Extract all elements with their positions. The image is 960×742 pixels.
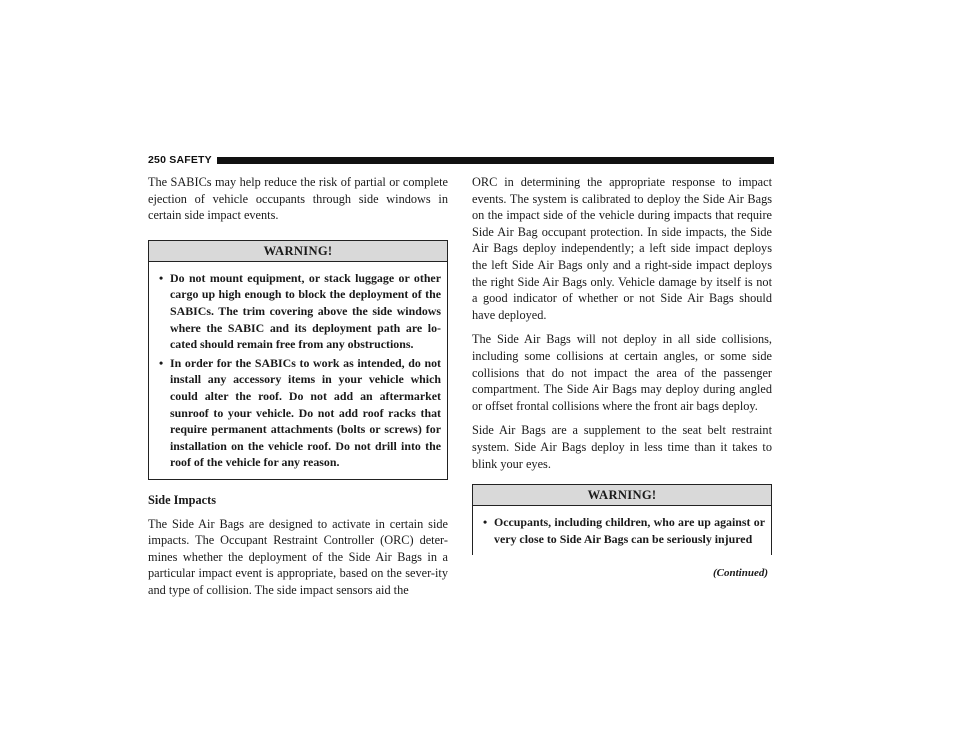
warning-list [149,262,447,479]
bullet-icon: • [483,515,488,530]
supplement-paragraph: Side Air Bags are a supplement to the seat belt restraint system. Side Air Bags deploy in less time than it takes to blink your eyes. [472,423,772,471]
warning-item [159,355,441,471]
warning-box-sabic [148,240,448,480]
deploy-conditions-paragraph: The Side Air Bags will not deploy in all side collisions, including some collisions at certain angles, or some side collisions that do not impact the area of the passenger compartment. The Side Air Bags may deploy during angled or offset frontal collisions where the front air bags deploy. [472,332,772,413]
header-rule [217,157,774,164]
right-column [472,174,772,579]
bullet-icon: • [159,355,164,370]
warning-list [473,506,771,555]
warning-item [159,270,441,353]
warning-title: WARNING! [473,485,771,506]
continued-label: (Continued) [712,567,768,580]
page-number-section: 250 SAFETY [148,154,212,166]
bullet-icon: • [159,270,164,285]
warning-item-text: Occupants, including children, who are up against or very close to Side Air Bags can be seriously injured [494,515,765,546]
left-column [148,174,448,606]
warning-item [483,514,765,547]
warning-item-text: In order for the SABICs to work as intended, do not install any accessory items in your vehicle which could alter the roof. Do not add an aftermarket sunroof to your vehicle. Do not add roof racks that require permanent attachments (bolts or screws) for installation on the vehicle roof. Do not drill into the roof of the vehicle for any reason. [170,355,441,470]
orc-paragraph: ORC in determining the appropriate response to impact events. The system is calibrated to deploy the Side Air Bags on the impact side of the vehicle during impacts that require Side Air Bag occupant protection. In side impacts, the Side Air Bags deploy independently; a left side impact deploys the left Side Air Bags only and a right-side impact deploys the right Side Air Bags only. Vehicle damage by itself is not a good indicator of whether or not Side Air Bags should have deployed. [472,175,772,322]
side-impacts-paragraph: The Side Air Bags are designed to activate in certain side impacts. The Occupant Restraint Controller (ORC) deter-mines whether the deployment of the Side Air Bags in a particular impact event is appropriate, based on the sever-ity and type of collision. The side impact sensors aid the [148,516,448,597]
warning-title: WARNING! [149,241,447,262]
page-header [148,153,774,167]
warning-box-occupants [472,484,772,555]
warning-item-text: Do not mount equipment, or stack luggage or other cargo up high enough to block the deployment of the SABICs. The trim covering above the side windows where the SABIC and its deployment path are lo-cated should remain free from any obstructions. [170,270,441,352]
section-heading: Side Impacts [148,492,216,507]
intro-paragraph: The SABICs may help reduce the risk of partial or complete ejection of vehicle occupants through side windows in certain side impact events. [148,175,448,223]
